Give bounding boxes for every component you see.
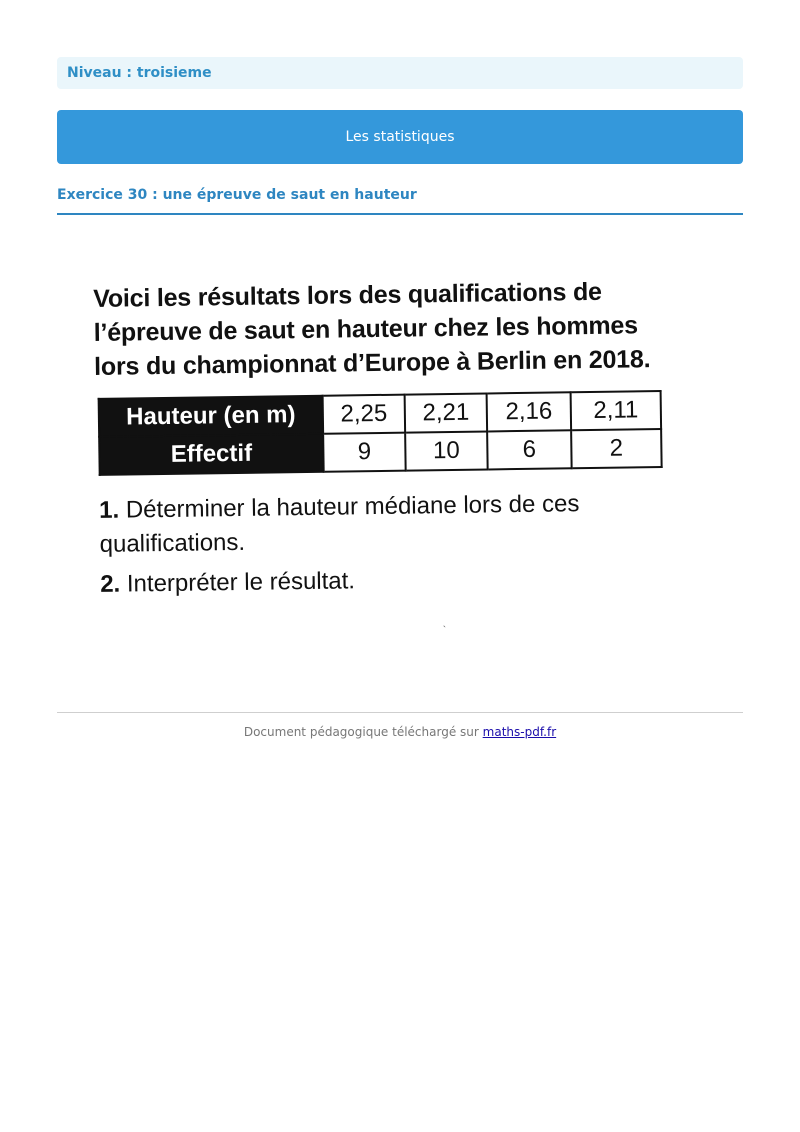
table-cell: 2 [571,429,662,468]
question-text: Déterminer la hauteur médiane lors de ces [125,490,580,524]
table-cell: 9 [323,433,406,472]
exercise-intro [93,274,669,384]
intro-line: lors du championnat d’Europe à Berlin en 2018. [93,345,651,381]
question-text: qualifications. [99,528,246,558]
intro-line: Voici les résultats lors des qualifications de [93,277,602,313]
table-cell: 10 [405,431,488,470]
question-1 [99,486,670,562]
exercise-title: Exercice 30 : une épreuve de saut en hauteur [57,185,743,215]
exercise-scan [90,274,675,642]
chapter-banner: Les statistiques [57,110,743,164]
footer [57,725,743,739]
question-number: 2. [100,570,121,598]
question-2 [100,560,670,602]
stray-mark: ` [442,625,447,637]
level-label: Niveau : troisieme [57,57,743,89]
table-cell: 2,25 [323,395,406,434]
footer-divider [57,712,743,713]
question-text: Interpréter le résultat. [126,567,356,598]
table-cell: 6 [487,430,572,469]
intro-line: l’épreuve de saut en hauteur chez les hommes [93,311,639,347]
table-header-count: Effectif [99,434,324,475]
table-cell: 2,11 [571,391,662,430]
footer-link[interactable]: maths-pdf.fr [482,725,557,739]
table-row-counts [99,429,661,475]
table-cell: 2,16 [487,392,572,431]
table-header-height: Hauteur (en m) [99,396,324,437]
results-table [98,390,663,476]
question-number: 1. [99,496,120,524]
table-cell: 2,21 [405,393,488,432]
footer-text: Document pédagogique téléchargé sur [243,725,479,739]
